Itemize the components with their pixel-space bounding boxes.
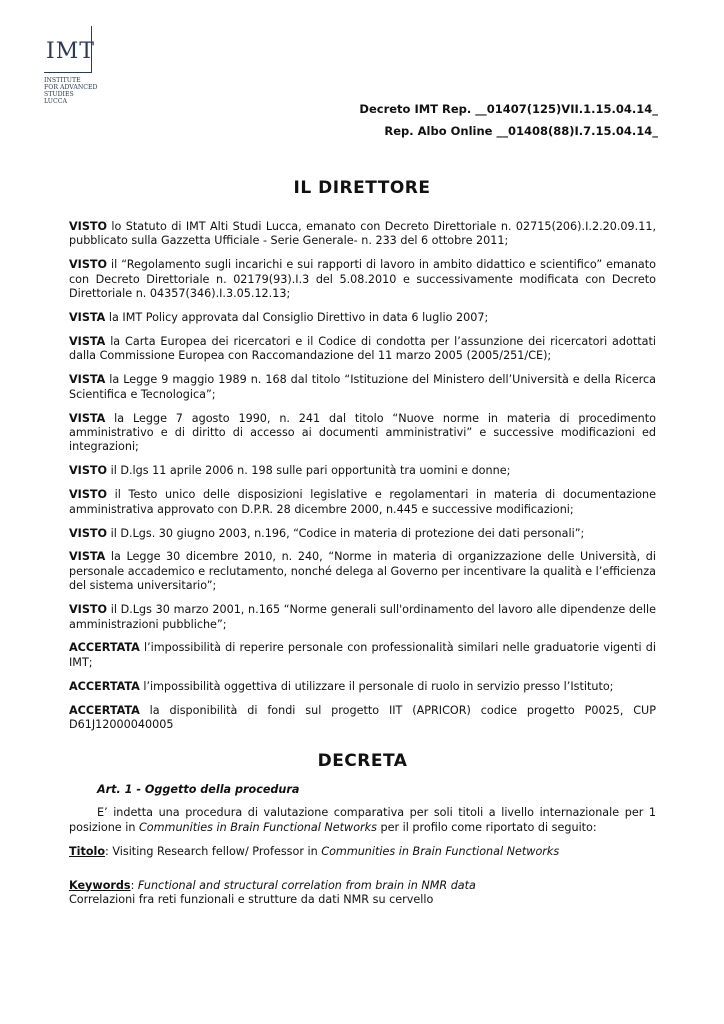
- premise-text: il D.Lgs 30 marzo 2001, n.165 “Norme generali sull'ordinamento del lavoro alle dipendenze delle amministrazioni pubbliche”;: [69, 603, 656, 631]
- titolo-text: : Visiting Research fellow/ Professor in: [105, 844, 322, 858]
- article-intro: [69, 806, 656, 835]
- premise-paragraph: [69, 680, 656, 694]
- premise-keyword: VISTO: [69, 526, 108, 540]
- logo-subtitle-line: INSTITUTE: [44, 77, 81, 84]
- premise-text: il Testo unico delle disposizioni legislative e regolamentari in materia di documentazione amministrativa approvato con D.P.R. 28 dicembre 2000, n.445 e successive modificazioni;: [69, 488, 656, 516]
- premise-text: lo Statuto di IMT Alti Studi Lucca, emanato con Decreto Direttoriale n. 02715(206).I.2.20.09.11, pubblicato sulla Gazzetta Ufficiale - Serie Generale- n. 233 del 6 ottobre 2011;: [69, 220, 656, 248]
- premise-text: la Legge 7 agosto 1990, n. 241 dal titolo “Nuove norme in materia di procedimento amministrativo e di diritto di accesso ai documenti amministrativi” e successive modificazioni ed integrazioni;: [69, 411, 656, 454]
- premise-keyword: VISTA: [69, 334, 106, 348]
- logo-mark: IMT: [46, 39, 95, 64]
- premise-keyword: VISTA: [69, 373, 106, 387]
- reference-numbers: [359, 98, 658, 142]
- logo-subtitle-line: FOR ADVANCED: [44, 84, 98, 91]
- premise-text: la Legge 9 maggio 1989 n. 168 dal titolo “Istituzione del Ministero dell’Università e della Ricerca Scientifica e Tecnologica”;: [69, 373, 656, 401]
- premises-list: [69, 220, 656, 732]
- premise-keyword: ACCERTATA: [69, 703, 140, 717]
- document-title: IL DIRETTORE: [293, 178, 431, 198]
- premise-text: la Legge 30 dicembre 2010, n. 240, “Norme in materia di organizzazione delle Università, di personale accademico e reclutamento, nonché delega al Governo per incentivare la qualità e l’efficienza del sistema universitario”;: [69, 550, 656, 593]
- logo-subtitle-line: LUCCA: [44, 98, 67, 105]
- premise-keyword: VISTO: [69, 488, 108, 502]
- logo-subtitle: [44, 77, 114, 105]
- premise-keyword: VISTA: [69, 411, 106, 425]
- premise-text: il D.Lgs. 30 giugno 2003, n.196, “Codice in materia di protezione dei dati personali”;: [107, 526, 585, 540]
- premise-text: la IMT Policy approvata dal Consiglio Direttivo in data 6 luglio 2007;: [105, 311, 489, 325]
- spacer: [69, 869, 656, 879]
- logo-subtitle-line: STUDIES: [44, 91, 74, 98]
- premise-text: l’impossibilità oggettiva di utilizzare il personale di ruolo in servizio presso l’Istituto;: [139, 679, 614, 693]
- premise-paragraph: [69, 373, 656, 402]
- premise-text: il D.lgs 11 aprile 2006 n. 198 sulle pari opportunità tra uomini e donne;: [107, 464, 511, 478]
- premise-keyword: VISTO: [69, 464, 108, 478]
- premise-paragraph: [69, 488, 656, 517]
- premise-paragraph: [69, 641, 656, 670]
- titolo-label: Titolo: [69, 844, 106, 858]
- intro-italic: Communities in Brain Functional Networks: [139, 820, 377, 834]
- premise-keyword: VISTO: [69, 258, 108, 272]
- intro-text-end: per il profilo come riportato di seguito:: [376, 820, 597, 834]
- premise-text: il “Regolamento sugli incarichi e sui rapporti di lavoro in ambito didattico e scientifico” emanato con Decreto Direttoriale n. 02179(93).I.3 del 5.08.2010 e successivamente modificata con Decreto Direttoriale n. 04357(346).I.3.05.12.13;: [69, 258, 656, 301]
- premise-paragraph: [69, 704, 656, 733]
- premise-keyword: VISTO: [69, 603, 108, 617]
- premise-paragraph: [69, 464, 656, 478]
- premise-paragraph: [69, 412, 656, 455]
- article-heading: Art. 1 - Oggetto della procedura: [97, 782, 300, 796]
- albo-reference: Rep. Albo Online __01408(88)I.7.15.04.14_: [384, 124, 658, 138]
- imt-logo: [44, 26, 114, 105]
- premise-paragraph: [69, 603, 656, 632]
- premise-text: l’impossibilità di reperire personale con professionalità similari nelle graduatorie vigenti di IMT;: [69, 641, 656, 669]
- premise-keyword: ACCERTATA: [69, 641, 140, 655]
- premise-paragraph: [69, 335, 656, 364]
- premise-keyword: VISTA: [69, 550, 106, 564]
- decreta-heading: DECRETA: [317, 751, 408, 772]
- keywords-label: Keywords: [69, 878, 131, 892]
- premise-keyword: VISTA: [69, 311, 106, 325]
- keywords-text: Functional and structural correlation from brain in NMR data: [134, 878, 476, 892]
- premise-text: la disponibilità di fondi sul progetto IIT (APRICOR) codice progetto P0025, CUP D61J12000040005: [69, 703, 656, 732]
- logo-frame: [44, 26, 95, 73]
- titolo-line: [69, 845, 656, 859]
- premise-paragraph: [69, 220, 656, 249]
- premise-keyword: VISTO: [69, 220, 108, 233]
- decreto-reference: Decreto IMT Rep. __01407(125)VII.1.15.04.14_: [359, 102, 658, 116]
- premise-text: la Carta Europea dei ricercatori e il Codice di condotta per l’assunzione dei ricercatori adottati dalla Commissione Europea con Raccomandazione del 11 marzo 2005 (2005/251/CE);: [69, 334, 656, 363]
- keywords-block: [69, 879, 656, 908]
- keywords-colon: :: [130, 878, 135, 892]
- titolo-italic: Communities in Brain Functional Networks: [321, 844, 560, 858]
- keywords-italian: Correlazioni fra reti funzionali e strutture da dati NMR su cervello: [69, 892, 434, 906]
- premise-paragraph: [69, 258, 656, 301]
- premise-paragraph: [69, 311, 656, 325]
- intro-text: E’ indetta una procedura di valutazione comparativa per soli titoli a livello internazionale per 1 posizione in: [69, 806, 656, 834]
- premise-keyword: ACCERTATA: [69, 679, 140, 693]
- premise-paragraph: [69, 550, 656, 593]
- premise-paragraph: [69, 527, 656, 541]
- document-body: [69, 220, 656, 907]
